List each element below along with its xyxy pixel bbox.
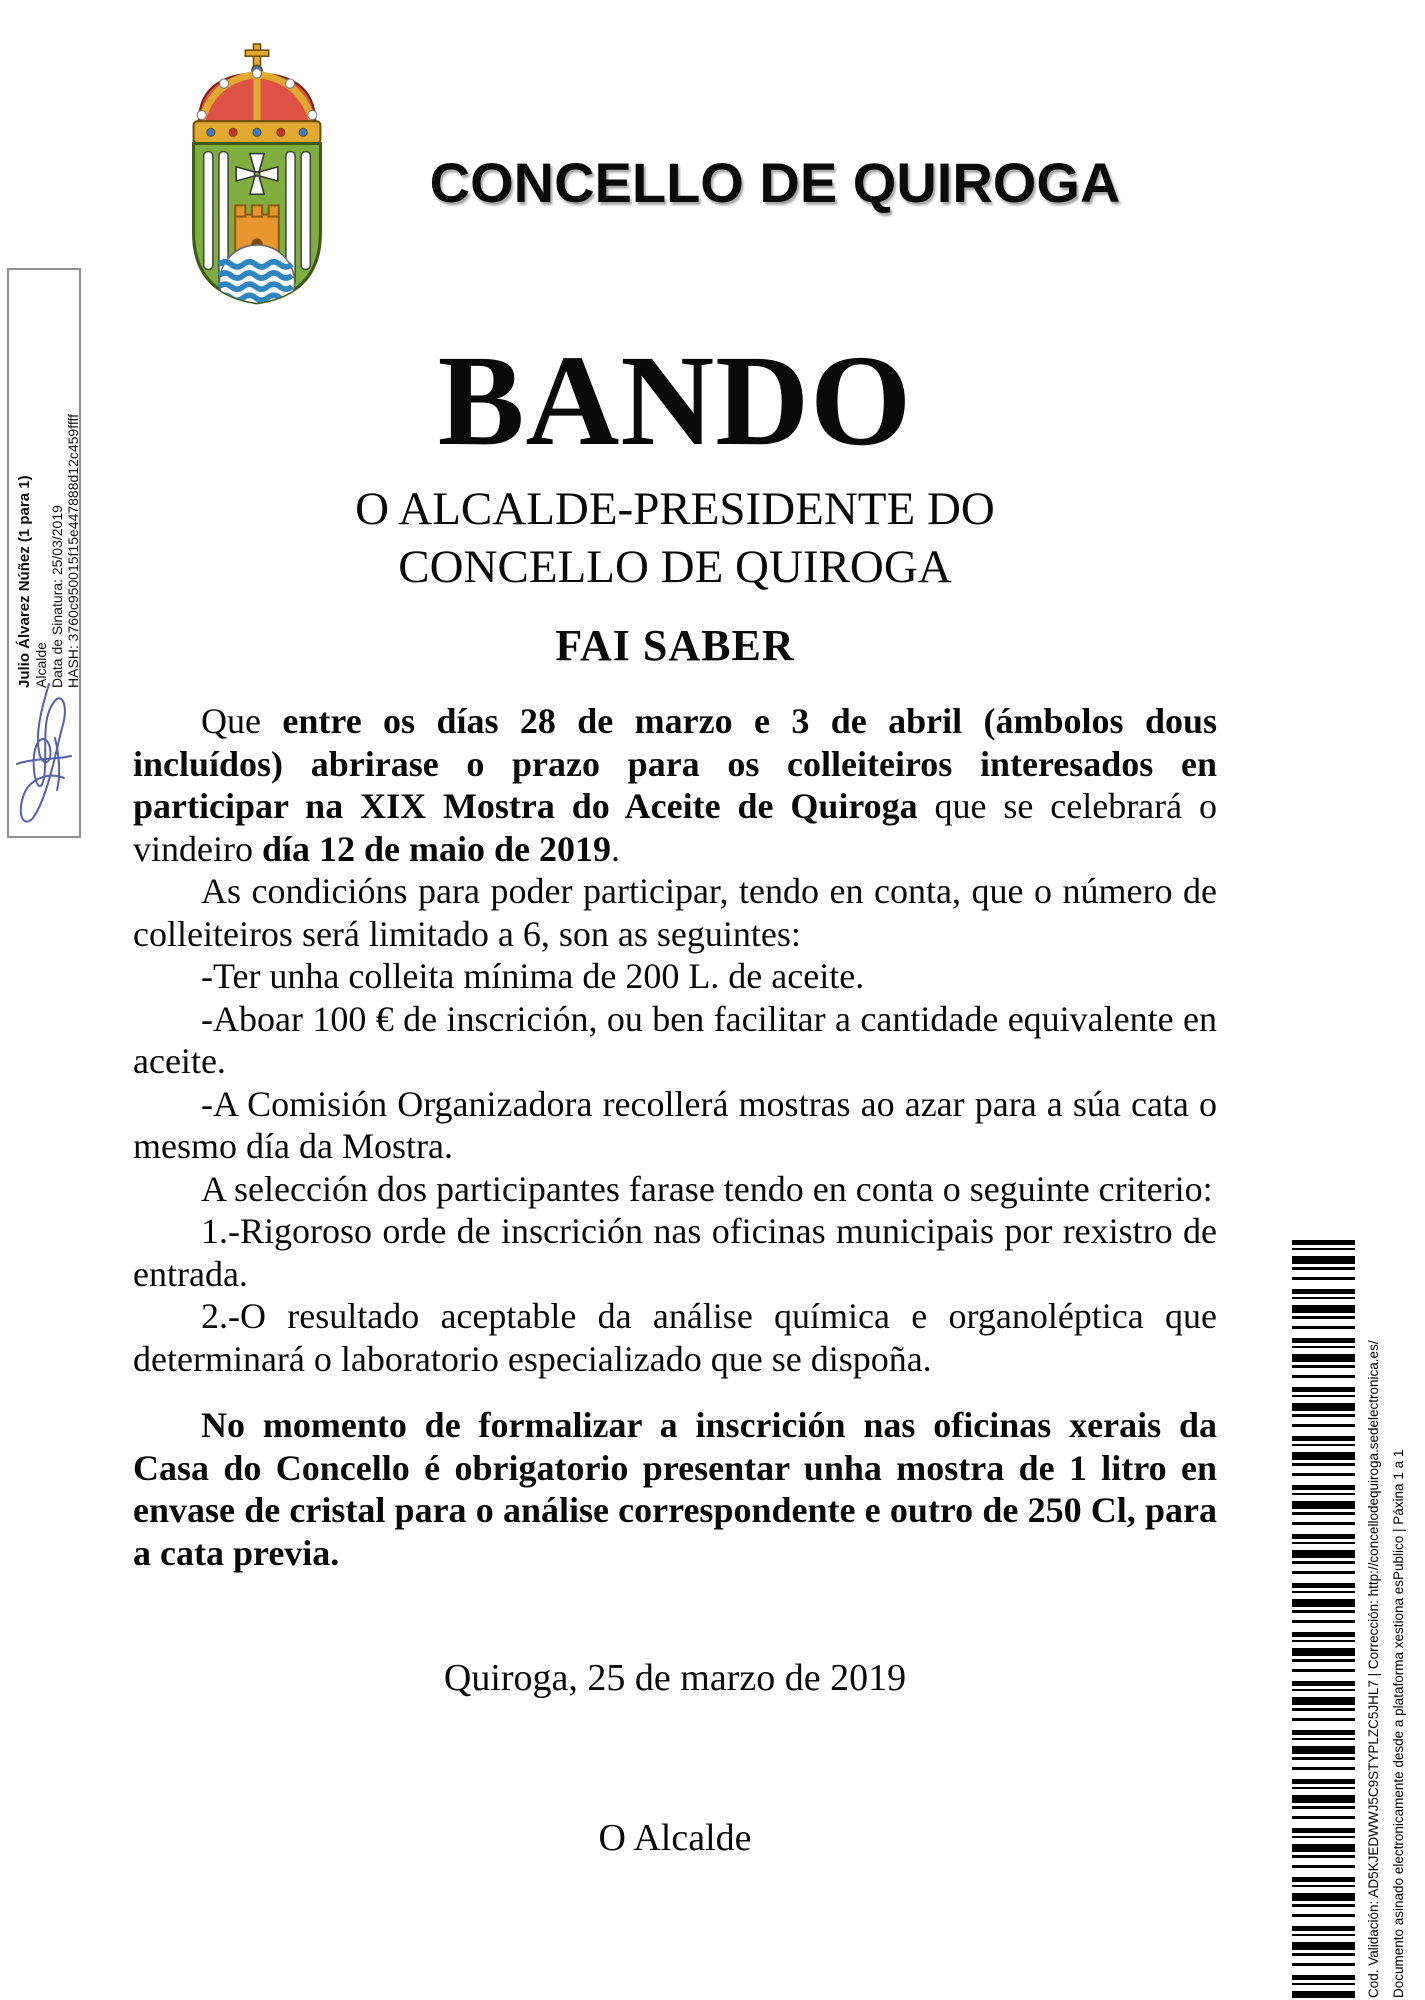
closing-date: Quiroga, 25 de marzo de 2019: [443, 1657, 907, 1699]
body-paragraph: As condicións para poder participar, tendo en conta, que o número de colleiteiros será limitado a 6, son as seguintes:: [133, 871, 1217, 954]
doc-subtitle: [133, 480, 1217, 596]
signer-role: Alcalde: [33, 642, 49, 688]
body-paragraph: A selección dos participantes farase tendo en conta o seguinte criterio:: [201, 1168, 1213, 1209]
handwritten-signature: [9, 678, 79, 833]
coat-of-arms-logo: [168, 42, 346, 312]
signature-stamp-text: [17, 288, 81, 688]
signature-stamp-box: [7, 268, 81, 838]
body-paragraph: -Aboar 100 € de inscrición, ou ben facilitar a cantidade equivalente en aceite.: [133, 998, 1217, 1081]
signed-document-text: Documento asinado electronicamente desde a plataforma xestiona esPublico | Páxina 1 a 1: [1391, 1449, 1406, 1998]
signoff: O Alcalde: [598, 1817, 752, 1859]
org-title: CONCELLO DE QUIROGA: [429, 151, 1121, 214]
fai-saber-heading: FAI SABER: [555, 621, 795, 670]
body-paragraph: 1.-Rigoroso orde de inscrición nas oficinas municipais por rexistro de entrada.: [133, 1211, 1217, 1294]
validation-code-text: Cod. Validación: AD5KJEDWWJ5C9STYPLZC5JHL7 | Corrección: http://concellodequiroga.sedelectronica.es/: [1366, 1340, 1381, 1998]
signature-date: Data de Sinatura: 25/03/2019: [49, 505, 65, 688]
barcode: [1292, 1240, 1355, 1998]
body-paragraph: Que entre os días 28 de marzo e 3 de abril (ámbolos dous incluídos) abrirase o prazo para os colleiteiros interesados en participar na XIX Mostra do Aceite de Quiroga que se celebrará o vindeiro día 12 de maio de 2019.: [133, 701, 1217, 869]
document-body: [133, 700, 1217, 1574]
signature-hash: HASH: 3760c950015f15e447888d12c459ffff: [65, 413, 81, 688]
signer-name: Julio Álvarez Núñez (1 para 1): [16, 475, 33, 688]
validation-strip: [1361, 1258, 1411, 1998]
body-paragraph: -A Comisión Organizadora recollerá mostras ao azar para a súa cata o mesmo día da Mostra.: [133, 1083, 1217, 1166]
doc-subtitle-line2: CONCELLO DE QUIROGA: [398, 541, 952, 593]
body-paragraph: 2.-O resultado aceptable da análise química e organoléptica que determinará o laboratorio especializado que se dispoña.: [133, 1296, 1217, 1379]
body-paragraph: -Ter unha colleita mínima de 200 L. de aceite.: [201, 956, 865, 996]
doc-subtitle-line1: O ALCALDE-PRESIDENTE DO: [355, 483, 995, 535]
body-paragraph: No momento de formalizar a inscrición nas oficinas xerais da Casa do Concello é obrigatorio presentar unha mostra de 1 litro en envase de cristal para o análise correspondente e outro de 250 Cl, para a cata previa.: [133, 1405, 1217, 1573]
doc-title: BANDO: [437, 329, 913, 473]
